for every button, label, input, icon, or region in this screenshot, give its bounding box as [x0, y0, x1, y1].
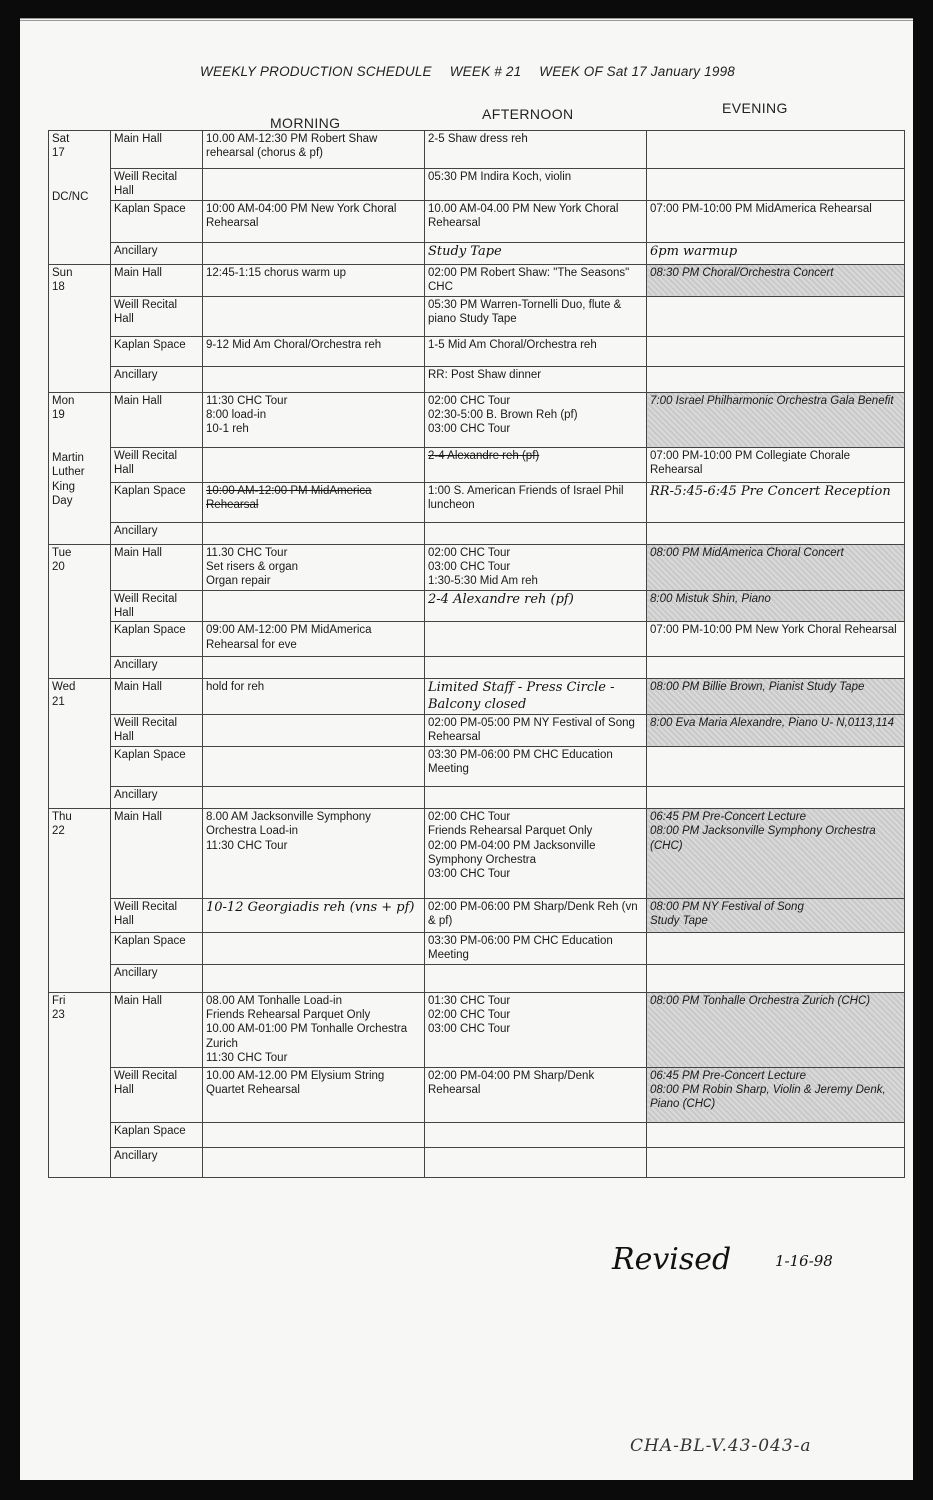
evening-cell: 8:00 Mistuk Shin, Piano — [647, 590, 905, 622]
schedule-row — [49, 336, 905, 366]
day-label: Tue 20 — [49, 544, 111, 679]
afternoon-cell: 05:30 PM Indira Koch, violin — [425, 169, 647, 201]
call-number: CHA-BL-V.43-043-a — [630, 1436, 812, 1456]
venue-label: Ancillary — [111, 657, 203, 679]
afternoon-cell — [425, 657, 647, 679]
afternoon-cell: 02:00 CHC Tour Friends Rehearsal Parquet Only 02:00 PM-04:00 PM Jacksonville Symphony Orchestra 03:00 CHC Tour — [425, 808, 647, 898]
venue-label: Weill Recital Hall — [111, 714, 203, 746]
schedule-row — [49, 366, 905, 392]
afternoon-cell: 05:30 PM Warren-Tornelli Duo, flute & piano Study Tape — [425, 296, 647, 336]
schedule-row — [49, 657, 905, 679]
schedule-row — [49, 808, 905, 898]
evening-cell — [647, 932, 905, 964]
schedule-row — [49, 746, 905, 786]
schedule-title: WEEKLY PRODUCTION SCHEDULE — [200, 64, 432, 79]
afternoon-cell: 03:30 PM-06:00 PM CHC Education Meeting — [425, 932, 647, 964]
schedule-row — [49, 898, 905, 932]
schedule-row — [49, 1067, 905, 1122]
morning-cell — [203, 296, 425, 336]
morning-cell — [203, 242, 425, 264]
morning-cell: 9-12 Mid Am Choral/Orchestra reh — [203, 336, 425, 366]
evening-cell: 6pm warmup — [647, 242, 905, 264]
schedule-row — [49, 392, 905, 447]
schedule-table — [48, 130, 905, 1178]
morning-cell — [203, 657, 425, 679]
schedule-row — [49, 482, 905, 522]
evening-cell: 06:45 PM Pre-Concert Lecture 08:00 PM Jacksonville Symphony Orchestra (CHC) — [647, 808, 905, 898]
morning-cell: 10.00 AM-12:30 PM Robert Shaw rehearsal (chorus & pf) — [203, 131, 425, 169]
evening-cell — [647, 1147, 905, 1177]
evening-cell — [647, 131, 905, 169]
schedule-row — [49, 242, 905, 264]
venue-label: Kaplan Space — [111, 932, 203, 964]
day-label: Wed 21 — [49, 679, 111, 809]
venue-label: Ancillary — [111, 366, 203, 392]
evening-cell — [647, 336, 905, 366]
evening-cell — [647, 1122, 905, 1147]
evening-cell: 07:00 PM-10:00 PM Collegiate Chorale Rehearsal — [647, 447, 905, 482]
venue-label: Ancillary — [111, 1147, 203, 1177]
afternoon-cell: 02:00 PM Robert Shaw: "The Seasons" CHC — [425, 264, 647, 296]
evening-cell — [647, 169, 905, 201]
week-number: WEEK # 21 — [449, 64, 522, 79]
afternoon-cell: 03:30 PM-06:00 PM CHC Education Meeting — [425, 746, 647, 786]
morning-cell — [203, 366, 425, 392]
day-label: Sat 17 DC/NC — [49, 131, 111, 265]
schedule-row — [49, 714, 905, 746]
schedule-row — [49, 264, 905, 296]
evening-cell: 07:00 PM-10:00 PM MidAmerica Rehearsal — [647, 200, 905, 242]
venue-label: Main Hall — [111, 992, 203, 1067]
venue-label: Kaplan Space — [111, 1122, 203, 1147]
afternoon-cell: 1:00 S. American Friends of Israel Phil luncheon — [425, 482, 647, 522]
venue-label: Kaplan Space — [111, 482, 203, 522]
evening-cell: 08:00 PM NY Festival of Song Study Tape — [647, 898, 905, 932]
evening-cell — [647, 366, 905, 392]
schedule-row — [49, 296, 905, 336]
afternoon-cell — [425, 1147, 647, 1177]
revised-signature: Revised — [612, 1242, 732, 1277]
afternoon-cell: 10.00 AM-04.00 PM New York Choral Rehearsal — [425, 200, 647, 242]
morning-cell: 8.00 AM Jacksonville Symphony Orchestra Load-in 11:30 CHC Tour — [203, 808, 425, 898]
venue-label: Main Hall — [111, 808, 203, 898]
venue-label: Main Hall — [111, 264, 203, 296]
schedule-row — [49, 992, 905, 1067]
venue-label: Ancillary — [111, 242, 203, 264]
afternoon-cell: Study Tape — [425, 242, 647, 264]
day-label: Fri 23 — [49, 992, 111, 1177]
evening-cell: 08:00 PM Billie Brown, Pianist Study Tape — [647, 679, 905, 715]
venue-label: Ancillary — [111, 786, 203, 808]
morning-cell: 11:30 CHC Tour 8:00 load-in 10-1 reh — [203, 392, 425, 447]
venue-label: Weill Recital Hall — [111, 296, 203, 336]
evening-cell: 06:45 PM Pre-Concert Lecture 08:00 PM Robin Sharp, Violin & Jeremy Denk, Piano (CHC) — [647, 1067, 905, 1122]
revised-date: 1-16-98 — [775, 1252, 833, 1270]
morning-cell — [203, 522, 425, 544]
morning-cell: 11.30 CHC Tour Set risers & organ Organ repair — [203, 544, 425, 590]
morning-cell — [203, 447, 425, 482]
column-morning: MORNING — [270, 115, 341, 131]
morning-cell — [203, 169, 425, 201]
schedule-row — [49, 786, 905, 808]
evening-cell — [647, 296, 905, 336]
afternoon-cell — [425, 522, 647, 544]
morning-cell: 08.00 AM Tonhalle Load-in Friends Rehearsal Parquet Only 10.00 AM-01:00 PM Tonhalle Orchestra Zurich 11:30 CHC Tour — [203, 992, 425, 1067]
venue-label: Kaplan Space — [111, 622, 203, 657]
afternoon-cell: 02:00 CHC Tour 03:00 CHC Tour 1:30-5:30 Mid Am reh — [425, 544, 647, 590]
venue-label: Weill Recital Hall — [111, 898, 203, 932]
afternoon-cell — [425, 622, 647, 657]
schedule-header — [200, 64, 840, 79]
evening-cell: 7:00 Israel Philharmonic Orchestra Gala Benefit — [647, 392, 905, 447]
afternoon-cell: 2-5 Shaw dress reh — [425, 131, 647, 169]
schedule-row — [49, 1147, 905, 1177]
afternoon-cell: 1-5 Mid Am Choral/Orchestra reh — [425, 336, 647, 366]
venue-label: Weill Recital Hall — [111, 447, 203, 482]
morning-cell — [203, 786, 425, 808]
evening-cell: 08:30 PM Choral/Orchestra Concert — [647, 264, 905, 296]
column-afternoon: AFTERNOON — [482, 106, 574, 122]
schedule-row — [49, 131, 905, 169]
schedule-row — [49, 169, 905, 201]
evening-cell — [647, 786, 905, 808]
schedule-row — [49, 544, 905, 590]
column-evening: EVENING — [722, 100, 788, 116]
afternoon-cell — [425, 786, 647, 808]
morning-cell: 10:00 AM-04:00 PM New York Choral Rehearsal — [203, 200, 425, 242]
afternoon-cell: 02:00 CHC Tour 02:30-5:00 B. Brown Reh (pf) 03:00 CHC Tour — [425, 392, 647, 447]
afternoon-cell — [425, 1122, 647, 1147]
schedule-row — [49, 964, 905, 992]
morning-cell: 10:00 AM-12:00 PM MidAmerica Rehearsal — [203, 482, 425, 522]
afternoon-cell: 2-4 Alexandre reh (pf) — [425, 590, 647, 622]
evening-cell: 08:00 PM MidAmerica Choral Concert — [647, 544, 905, 590]
week-of-date: WEEK OF Sat 17 January 1998 — [539, 64, 736, 79]
schedule-row — [49, 622, 905, 657]
schedule-row — [49, 1122, 905, 1147]
morning-cell: 10-12 Georgiadis reh (vns + pf) — [203, 898, 425, 932]
venue-label: Weill Recital Hall — [111, 590, 203, 622]
afternoon-cell: RR: Post Shaw dinner — [425, 366, 647, 392]
day-label: Sun 18 — [49, 264, 111, 392]
evening-cell — [647, 657, 905, 679]
schedule-row — [49, 200, 905, 242]
morning-cell — [203, 932, 425, 964]
venue-label: Main Hall — [111, 392, 203, 447]
afternoon-cell: 2-4 Alexandre reh (pf) — [425, 447, 647, 482]
afternoon-cell: 02:00 PM-04:00 PM Sharp/Denk Rehearsal — [425, 1067, 647, 1122]
venue-label: Ancillary — [111, 522, 203, 544]
evening-cell: 08:00 PM Tonhalle Orchestra Zurich (CHC) — [647, 992, 905, 1067]
morning-cell — [203, 1147, 425, 1177]
venue-label: Kaplan Space — [111, 336, 203, 366]
morning-cell — [203, 964, 425, 992]
morning-cell — [203, 1122, 425, 1147]
venue-label: Ancillary — [111, 964, 203, 992]
afternoon-cell: 02:00 PM-06:00 PM Sharp/Denk Reh (vn & pf) — [425, 898, 647, 932]
morning-cell: hold for reh — [203, 679, 425, 715]
day-label: Thu 22 — [49, 808, 111, 992]
schedule-row — [49, 522, 905, 544]
evening-cell: 07:00 PM-10:00 PM New York Choral Rehearsal — [647, 622, 905, 657]
afternoon-cell: 02:00 PM-05:00 PM NY Festival of Song Rehearsal — [425, 714, 647, 746]
day-label: Mon 19 Martin Luther King Day — [49, 392, 111, 544]
evening-cell — [647, 964, 905, 992]
schedule-row — [49, 447, 905, 482]
venue-label: Main Hall — [111, 679, 203, 715]
evening-cell — [647, 522, 905, 544]
venue-label: Kaplan Space — [111, 200, 203, 242]
morning-cell — [203, 714, 425, 746]
venue-label: Main Hall — [111, 544, 203, 590]
schedule-row — [49, 590, 905, 622]
venue-label: Weill Recital Hall — [111, 1067, 203, 1122]
morning-cell: 10.00 AM-12.00 PM Elysium String Quartet Rehearsal — [203, 1067, 425, 1122]
morning-cell — [203, 590, 425, 622]
afternoon-cell: Limited Staff - Press Circle - Balcony closed — [425, 679, 647, 715]
evening-cell: 8:00 Eva Maria Alexandre, Piano U- N,0113,114 — [647, 714, 905, 746]
morning-cell: 12:45-1:15 chorus warm up — [203, 264, 425, 296]
venue-label: Weill Recital Hall — [111, 169, 203, 201]
morning-cell — [203, 746, 425, 786]
evening-cell — [647, 746, 905, 786]
afternoon-cell — [425, 964, 647, 992]
afternoon-cell: 01:30 CHC Tour 02:00 CHC Tour 03:00 CHC Tour — [425, 992, 647, 1067]
venue-label: Kaplan Space — [111, 746, 203, 786]
morning-cell: 09:00 AM-12:00 PM MidAmerica Rehearsal for eve — [203, 622, 425, 657]
evening-cell: RR-5:45-6:45 Pre Concert Reception — [647, 482, 905, 522]
schedule-row — [49, 932, 905, 964]
schedule-row — [49, 679, 905, 715]
venue-label: Main Hall — [111, 131, 203, 169]
